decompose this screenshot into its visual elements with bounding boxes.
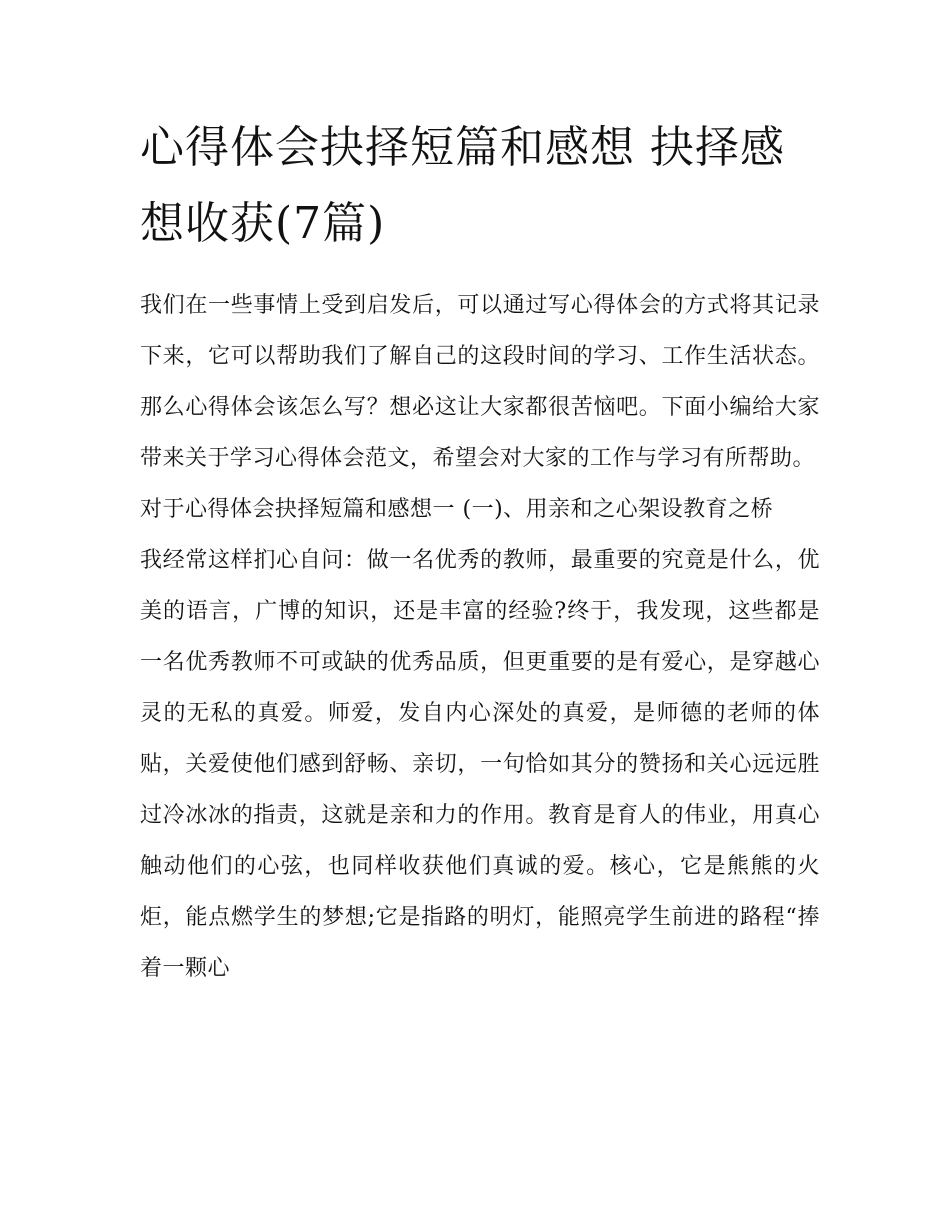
intro-paragraph: 我们在一些事情上受到启发后，可以通过写心得体会的方式将其记录下来，它可以帮助我们了解自己的这段时间的学习、工作生活状态。那么心得体会该怎么写？想必这让大家都很苦恼吧。下面小编给大家带来关于学习心得体会范文，希望会对大家的工作与学习有所帮助。 [140,293,820,471]
section-heading: 对于心得体会抉择短篇和感想一 (一)、用亲和之心架设教育之桥 [140,497,774,522]
document-page [140,110,820,994]
document-title: 心得体会抉择短篇和感想 抉择感想收获(7篇) [140,122,785,249]
body-paragraph: 我经常这样扪心自问：做一名优秀的教师，最重要的究竟是什么，优美的语言，广博的知识，还是丰富的经验?终于，我发现，这些都是一名优秀教师不可或缺的优秀品质，但更重要的是有爱心，是穿越心灵的无私的真爱。师爱，发自内心深处的真爱，是师德的老师的体贴，关爱使他们感到舒畅、亲切，一句恰如其分的赞扬和关心远远胜过冷冰冰的指责，这就是亲和力的作用。教育是育人的伟业，用真心触动他们的心弦，也同样收获他们真诚的爱。核心，它是熊熊的火炬，能点燃学生的梦想;它是指路的明灯，能照亮学生前进的路程“捧着一颗心 [140,548,820,981]
